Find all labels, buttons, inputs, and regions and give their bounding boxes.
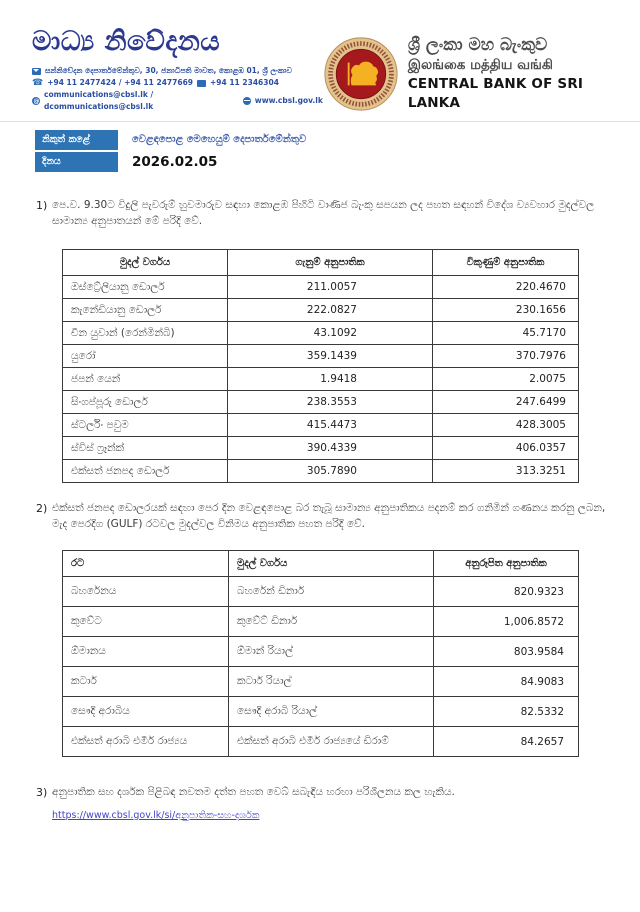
table-row xyxy=(63,391,579,414)
table-cell: ජපන් යෙන් xyxy=(63,368,228,391)
table-cell: චීන යුවාන් (රෙන්මින්බි) xyxy=(63,322,228,345)
table-cell: 803.9584 xyxy=(434,637,579,667)
table-row xyxy=(63,414,579,437)
table-cell: 2.0075 xyxy=(433,368,579,391)
link-line xyxy=(52,803,640,822)
contact-phones: +94 11 2477424 / +94 11 2477669 xyxy=(47,78,193,87)
paragraph-2 xyxy=(36,501,610,532)
issued-by-value: වෙළඳපොළ මෙහෙයුම් දෙපාර්තමේන්තුව xyxy=(132,134,307,145)
table-cell: කැනේඩියානු ඩොලර් xyxy=(63,299,228,322)
bank-names xyxy=(408,34,614,113)
table-cell: 406.0357 xyxy=(433,437,579,460)
column-header-country: රට xyxy=(63,551,229,577)
press-release-title: මාධ්‍ය නිවේදනය xyxy=(32,26,221,57)
letterhead-right xyxy=(323,26,614,113)
column-header-selling-rate: විකුණුම් අනුපාතික xyxy=(433,250,579,276)
table-row xyxy=(63,368,579,391)
table-cell: සිංගප්පූරු ඩොලර් xyxy=(63,391,228,414)
paragraph-3-text: අනුපාතික සහ දර්ශක පිළිබඳ නවතම දත්ත පහත වෙබ් සබැඳිය හරහා පරිශීලනය කල හැකිය. xyxy=(52,786,455,798)
contact-address: සන්නිවේදන දෙපාර්තමේන්තුව, 30, ජනාධිපති මාවත, කොළඹ 01, ශ්‍රී ලංකාව xyxy=(45,66,292,75)
paragraph-2-text: එක්සත් ජනපද ඩොලරයක් සඳහා පෙර දින වෙළඳපොළ බර තැබූ සාමාන්‍ය අනුපාතිකය පදනම් කර ගනිමින් ගණනය කරනු ලබන, මැද පෙරදිග (GULF) රටවල මුදල්වල විනිමය අනුපාතික පහත පරිදි වේ. xyxy=(52,502,606,530)
phone-icon: ☎ xyxy=(32,78,44,88)
paragraph-3 xyxy=(36,785,610,801)
table-cell: යුරෝ xyxy=(63,345,228,368)
envelope-icon xyxy=(32,68,41,75)
contact-block xyxy=(32,65,323,113)
table-cell: ස්ටර්ලිං පවුම xyxy=(63,414,228,437)
letterhead-left xyxy=(32,26,323,113)
table-cell: 313.3251 xyxy=(433,460,579,483)
table-row xyxy=(63,697,579,727)
table-cell: 82.5332 xyxy=(434,697,579,727)
table-cell: කුවේට් ඩිනාර් xyxy=(229,607,434,637)
contact-website: www.cbsl.gov.lk xyxy=(254,96,323,105)
paragraph-1 xyxy=(36,198,610,229)
table-cell: බහරේන් ඩිනාර් xyxy=(229,577,434,607)
table-cell: 238.3553 xyxy=(228,391,433,414)
table-cell: කටාර් රියාල් xyxy=(229,667,434,697)
bank-name-tamil: இலங்கை மத்திய வங்கி xyxy=(407,57,553,73)
table-cell: 222.0827 xyxy=(228,299,433,322)
table-cell: සෞදි අරාබිය xyxy=(63,697,229,727)
paragraph-3-number: 3) xyxy=(36,786,48,799)
table-row xyxy=(63,276,579,299)
table-cell: 370.7976 xyxy=(433,345,579,368)
table-cell: බහරේනය xyxy=(63,577,229,607)
table-cell: 390.4339 xyxy=(228,437,433,460)
table-cell: 415.4473 xyxy=(228,414,433,437)
table-row xyxy=(63,437,579,460)
contact-address-line xyxy=(32,65,323,77)
table-cell: සෞදි අරාබි රියාල් xyxy=(229,697,434,727)
table-cell: ඕමානය xyxy=(63,637,229,667)
fax-icon xyxy=(197,80,206,87)
contact-email-line xyxy=(32,89,323,113)
date-label: දිනය xyxy=(35,152,118,172)
issued-by-label: නිකුත් කළේ xyxy=(35,130,118,150)
contact-phone-line xyxy=(32,77,323,89)
table-row xyxy=(63,607,579,637)
table-row xyxy=(63,299,579,322)
table-cell: 230.1656 xyxy=(433,299,579,322)
globe-icon xyxy=(243,97,251,105)
table-cell: 820.9323 xyxy=(434,577,579,607)
table-row xyxy=(63,322,579,345)
table-row xyxy=(63,345,579,368)
date-value: 2026.02.05 xyxy=(132,154,218,170)
rates-indicators-link[interactable]: https://www.cbsl.gov.lk/si/අනුපාතික-සහ-දර්ශක xyxy=(52,809,260,821)
table-cell: 305.7890 xyxy=(228,460,433,483)
table-cell: ඕමාන් රියාල් xyxy=(229,637,434,667)
table-cell: 84.2657 xyxy=(434,727,579,757)
paragraph-1-text: පෙ.ව. 9.30ට විදුලි පැවරුම් හුවමාරුව සඳහා කොළඹ පිහිටි වාණිජ බැංකු සපයන ලද පහත සඳහන් විදේශ ව්‍යවහාර මුදල්වල සාමාන්‍ය අනුපාතයන් මේ පරිදි වේ. xyxy=(52,199,595,227)
table-row xyxy=(63,577,579,607)
date-row xyxy=(35,152,640,172)
table-cell: 45.7170 xyxy=(433,322,579,345)
table-row xyxy=(63,667,579,697)
table-cell: එක්සත් ජනපද ඩොලර් xyxy=(63,460,228,483)
table-cell: 247.6499 xyxy=(433,391,579,414)
table-header-row xyxy=(63,250,579,276)
paragraph-2-number: 2) xyxy=(36,502,48,515)
paragraph-1-number: 1) xyxy=(36,199,48,212)
table-cell: 43.1092 xyxy=(228,322,433,345)
table-cell: 428.3005 xyxy=(433,414,579,437)
column-header-currency: මුදල් වර්ගය xyxy=(63,250,228,276)
contact-fax: +94 11 2346304 xyxy=(210,78,279,87)
table-row xyxy=(63,727,579,757)
exchange-rates-table xyxy=(62,249,579,483)
table-cell: කුවේට xyxy=(63,607,229,637)
column-header-indicative-rate: අනුරූපිත අනුපාතික xyxy=(434,551,579,577)
table-cell: 359.1439 xyxy=(228,345,433,368)
table-cell: 220.4670 xyxy=(433,276,579,299)
table-cell: එක්සත් අරාබි එමීර් රාජ්‍යය xyxy=(63,727,229,757)
table-cell: එක්සත් අරාබි එමීර් රාජ්‍යයේ ඩිරාම් xyxy=(229,727,434,757)
table-cell: 1,006.8572 xyxy=(434,607,579,637)
header-divider xyxy=(0,121,640,122)
column-header-currency: මුදල් වර්ගය xyxy=(229,551,434,577)
letterhead xyxy=(0,0,640,121)
table-row xyxy=(63,460,579,483)
table-row xyxy=(63,637,579,667)
issued-by-row xyxy=(35,130,640,150)
table-header-row xyxy=(63,551,579,577)
gulf-rates-table xyxy=(62,550,579,757)
table-cell: ස්විස් ෆ්‍රෑන්ක් xyxy=(63,437,228,460)
central-bank-logo xyxy=(323,36,399,112)
meta-block xyxy=(35,130,640,172)
table-cell: 84.9083 xyxy=(434,667,579,697)
bank-name-english: CENTRAL BANK OF SRI LANKA xyxy=(407,76,584,111)
table-cell: කටාර් xyxy=(63,667,229,697)
contact-emails: communications@cbsl.lk / dcommunications@cbsl.lk xyxy=(44,90,154,111)
table-cell: 1.9418 xyxy=(228,368,433,391)
bank-name-sinhala: ශ්‍රී ලංකා මහ බැංකුව xyxy=(407,35,548,55)
table-cell: 211.0057 xyxy=(228,276,433,299)
email-icon xyxy=(32,97,40,105)
table-cell: ඔස්ට්‍රේලියානු ඩොලර් xyxy=(63,276,228,299)
column-header-buying-rate: ගැනුම් අනුපාතික xyxy=(228,250,433,276)
